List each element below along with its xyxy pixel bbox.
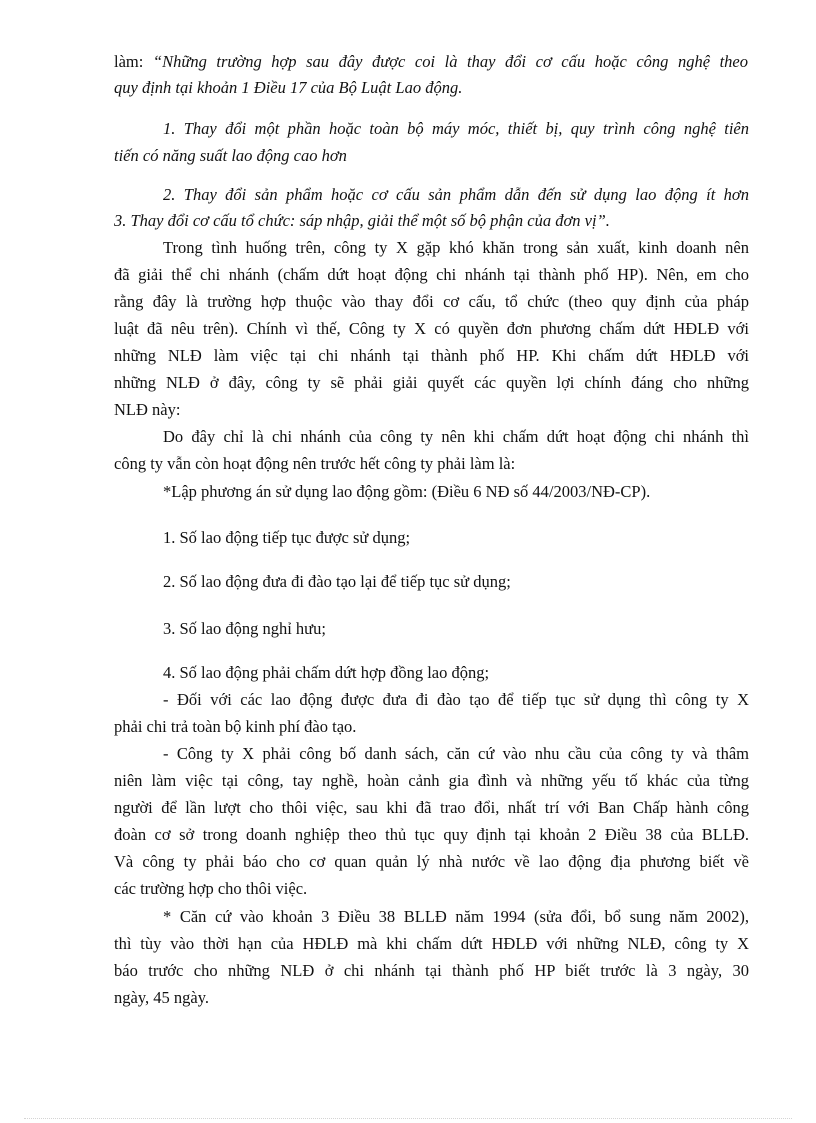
quote-line-1 <box>114 51 748 73</box>
quote-lead: làm: <box>114 52 153 71</box>
branch-line-2: công ty vẫn còn hoạt động nên trước hết công ty phải làm là: <box>114 454 516 473</box>
analysis-line-2: đã giải thể chi nhánh (chấm dứt hoạt động chi nhánh tại thành phố HP). Nên, em cho <box>114 265 749 284</box>
quote-item-3: 3. Thay đổi cơ cấu tổ chức: sáp nhập, giải thể một số bộ phận của đơn vị”. <box>114 211 610 230</box>
announce-line-6: các trường hợp cho thôi việc. <box>114 879 308 898</box>
announce-line-4: đoàn cơ sở trong doanh nghiệp theo thủ tục quy định tại khoản 2 Điều 38 của BLLĐ. <box>114 825 749 844</box>
announce-line-5: Và công ty phải báo cho cơ quan quản lý nhà nước về lao động địa phương biết về <box>114 852 749 871</box>
analysis-line-6: những NLĐ ở đây, công ty sẽ phải giải quyết các quyền lợi chính đáng cho những <box>114 373 749 392</box>
training-line-1: - Đối với các lao động được đưa đi đào tạo để tiếp tục sử dụng thì công ty X <box>163 690 749 709</box>
quote-item-2: 2. Thay đổi sản phẩm hoặc cơ cấu sản phẩm dẫn đến sử dụng lao động ít hơn <box>163 185 749 204</box>
analysis-line-7: NLĐ này: <box>114 400 181 419</box>
notice-line-4: ngày, 45 ngày. <box>114 988 210 1007</box>
plan-item-4: 4. Số lao động phải chấm dứt hợp đồng lao động; <box>163 663 490 682</box>
analysis-line-4: luật đã nêu trên). Chính vì thế, Công ty X có quyền đơn phương chấm dứt HĐLĐ với <box>114 319 749 338</box>
plan-item-1: 1. Số lao động tiếp tục được sử dụng; <box>163 528 411 547</box>
analysis-line-3: rằng đây là trường hợp thuộc vào thay đổi cơ cấu, tổ chức (theo quy định của pháp <box>114 292 749 311</box>
announce-line-2: niên làm việc tại công, tay nghề, hoàn cảnh gia đình và những yếu tố khác của từng <box>114 771 749 790</box>
notice-line-2: thì tùy vào thời hạn của HĐLĐ mà khi chấm dứt HĐLĐ với những NLĐ, công ty X <box>114 934 749 953</box>
notice-line-3: báo trước cho những NLĐ ở chi nhánh tại thành phố HP biết trước là 3 ngày, 30 <box>114 961 749 980</box>
page-bottom-divider <box>24 1118 792 1119</box>
branch-line-1: Do đây chỉ là chi nhánh của công ty nên khi chấm dứt hoạt động chi nhánh thì <box>163 427 749 446</box>
announce-line-3: người để lần lượt cho thôi việc, sau khi đã trao đổi, nhất trí với Ban Chấp hành công <box>114 798 749 817</box>
training-line-2: phải chi trả toàn bộ kinh phí đào tạo. <box>114 717 357 736</box>
announce-line-1: - Công ty X phải công bố danh sách, căn cứ vào nhu cầu của công ty và thâm <box>163 744 749 763</box>
plan-item-3: 3. Số lao động nghỉ hưu; <box>163 619 326 638</box>
quote-item-1-cont: tiến có năng suất lao động cao hơn <box>114 146 347 165</box>
quote-item-1: 1. Thay đổi một phần hoặc toàn bộ máy móc, thiết bị, quy trình công nghệ tiên <box>163 119 749 138</box>
notice-line-1: * Căn cứ vào khoản 3 Điều 38 BLLĐ năm 1994 (sửa đổi, bổ sung năm 2002), <box>163 907 749 926</box>
quote-text-start: “Những trường hợp sau đây được coi là thay đổi cơ cấu hoặc công nghệ theo <box>152 52 748 71</box>
plan-heading: *Lập phương án sử dụng lao động gồm: (Điều 6 NĐ số 44/2003/NĐ-CP). <box>163 482 651 501</box>
quote-line-2: quy định tại khoản 1 Điều 17 của Bộ Luật Lao động. <box>114 78 463 97</box>
plan-item-2: 2. Số lao động đưa đi đào tạo lại để tiếp tục sử dụng; <box>163 572 511 591</box>
analysis-line-5: những NLĐ làm việc tại chi nhánh tại thành phố HP. Khi chấm dứt HĐLĐ với <box>114 346 749 365</box>
analysis-line-1: Trong tình huống trên, công ty X gặp khó khăn trong sản xuất, kinh doanh nên <box>163 238 749 257</box>
